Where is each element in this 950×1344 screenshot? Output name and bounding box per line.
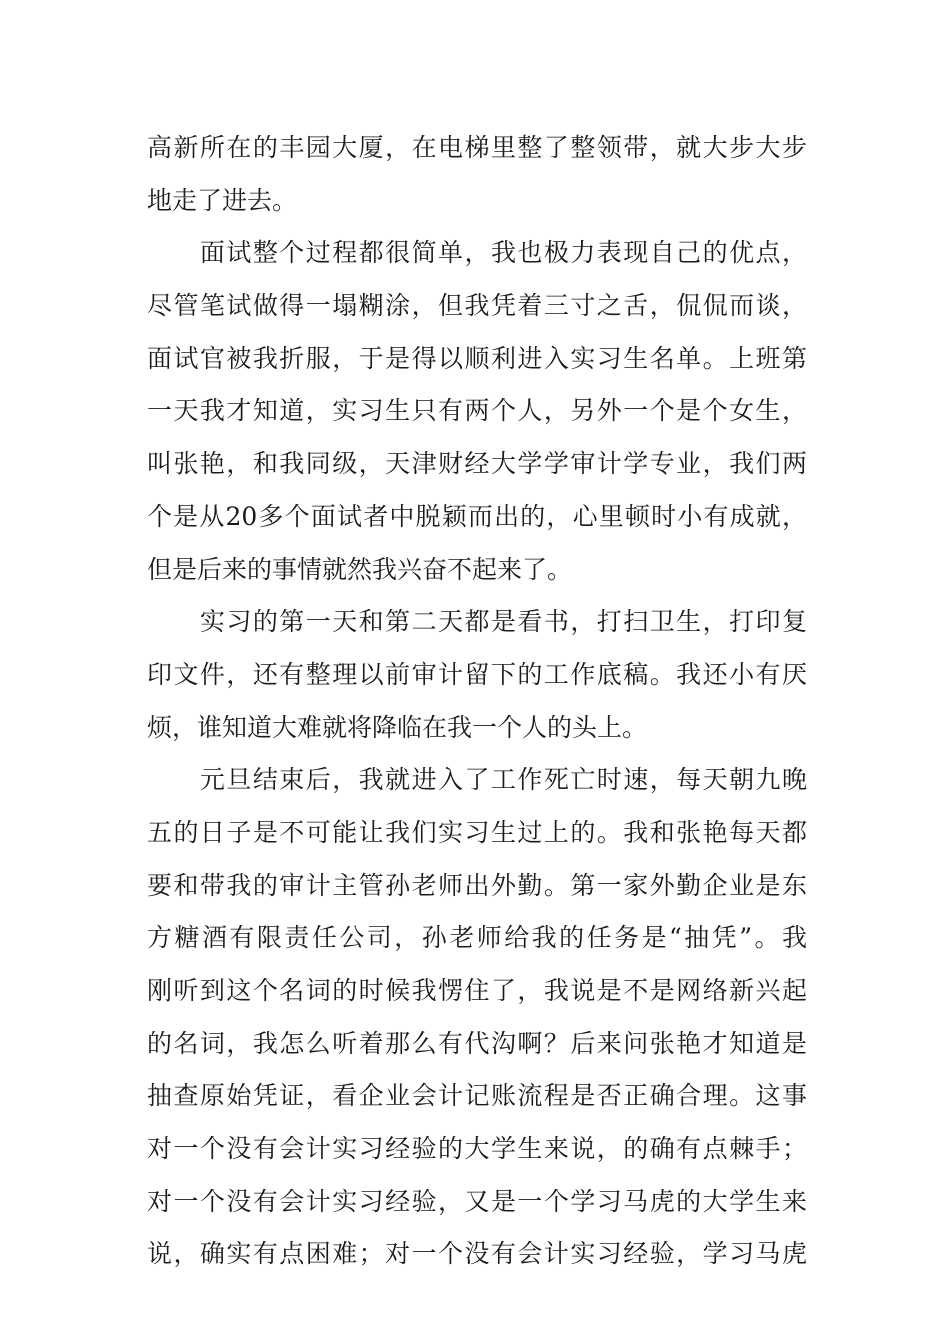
text-line: 印文件，还有整理以前审计留下的工作底稿。我还小有厌	[147, 659, 807, 689]
text-line: 烦，谁知道大难就将降临在我一个人的头上。	[147, 712, 648, 742]
text-line: 尽管笔试做得一塌糊涂，但我凭着三寸之舌，侃侃而谈，	[147, 291, 807, 321]
text-line: 方糖酒有限责任公司，孙老师给我的任务是“抽凭”。我	[147, 923, 807, 953]
text-line: 叫张艳，和我同级，天津财经大学学审计学专业，我们两	[147, 449, 807, 479]
text-line: 面试官被我折服，于是得以顺利进入实习生名单。上班第	[147, 343, 807, 373]
text-line: 对一个没有会计实习经验的大学生来说，的确有点棘手；	[147, 1134, 807, 1164]
text-line: 刚听到这个名词的时候我愣住了，我说是不是网络新兴起	[147, 976, 807, 1005]
text-line: 说，确实有点困难；对一个没有会计实习经验，学习马虎	[147, 1239, 807, 1269]
text-line: 高新所在的丰园大厦，在电梯里整了整领带，就大步大步	[147, 133, 807, 162]
text-line: 地走了进去。	[147, 185, 298, 215]
text-line: 个是从20多个面试者中脱颖而出的，心里顿时小有成就，	[147, 501, 807, 531]
text-line: 元旦结束后，我就进入了工作死亡时速，每天朝九晚	[147, 765, 807, 795]
body-text	[147, 122, 807, 1281]
text-line: 的名词，我怎么听着那么有代沟啊？后来问张艳才知道是	[147, 1028, 807, 1058]
text-line: 对一个没有会计实习经验，又是一个学习马虎的大学生来	[147, 1186, 807, 1216]
text-line: 一天我才知道，实习生只有两个人，另外一个是个女生，	[147, 396, 807, 426]
text-line: 实习的第一天和第二天都是看书，打扫卫生，打印复	[147, 607, 807, 637]
text-line: 面试整个过程都很简单，我也极力表现自己的优点，	[147, 238, 807, 268]
text-line: 五的日子是不可能让我们实习生过上的。我和张艳每天都	[147, 817, 807, 847]
text-line: 要和带我的审计主管孙老师出外勤。第一家外勤企业是东	[147, 870, 807, 900]
text-line: 抽查原始凭证，看企业会计记账流程是否正确合理。这事	[147, 1081, 807, 1111]
text-line: 但是后来的事情就然我兴奋不起来了。	[147, 554, 573, 584]
